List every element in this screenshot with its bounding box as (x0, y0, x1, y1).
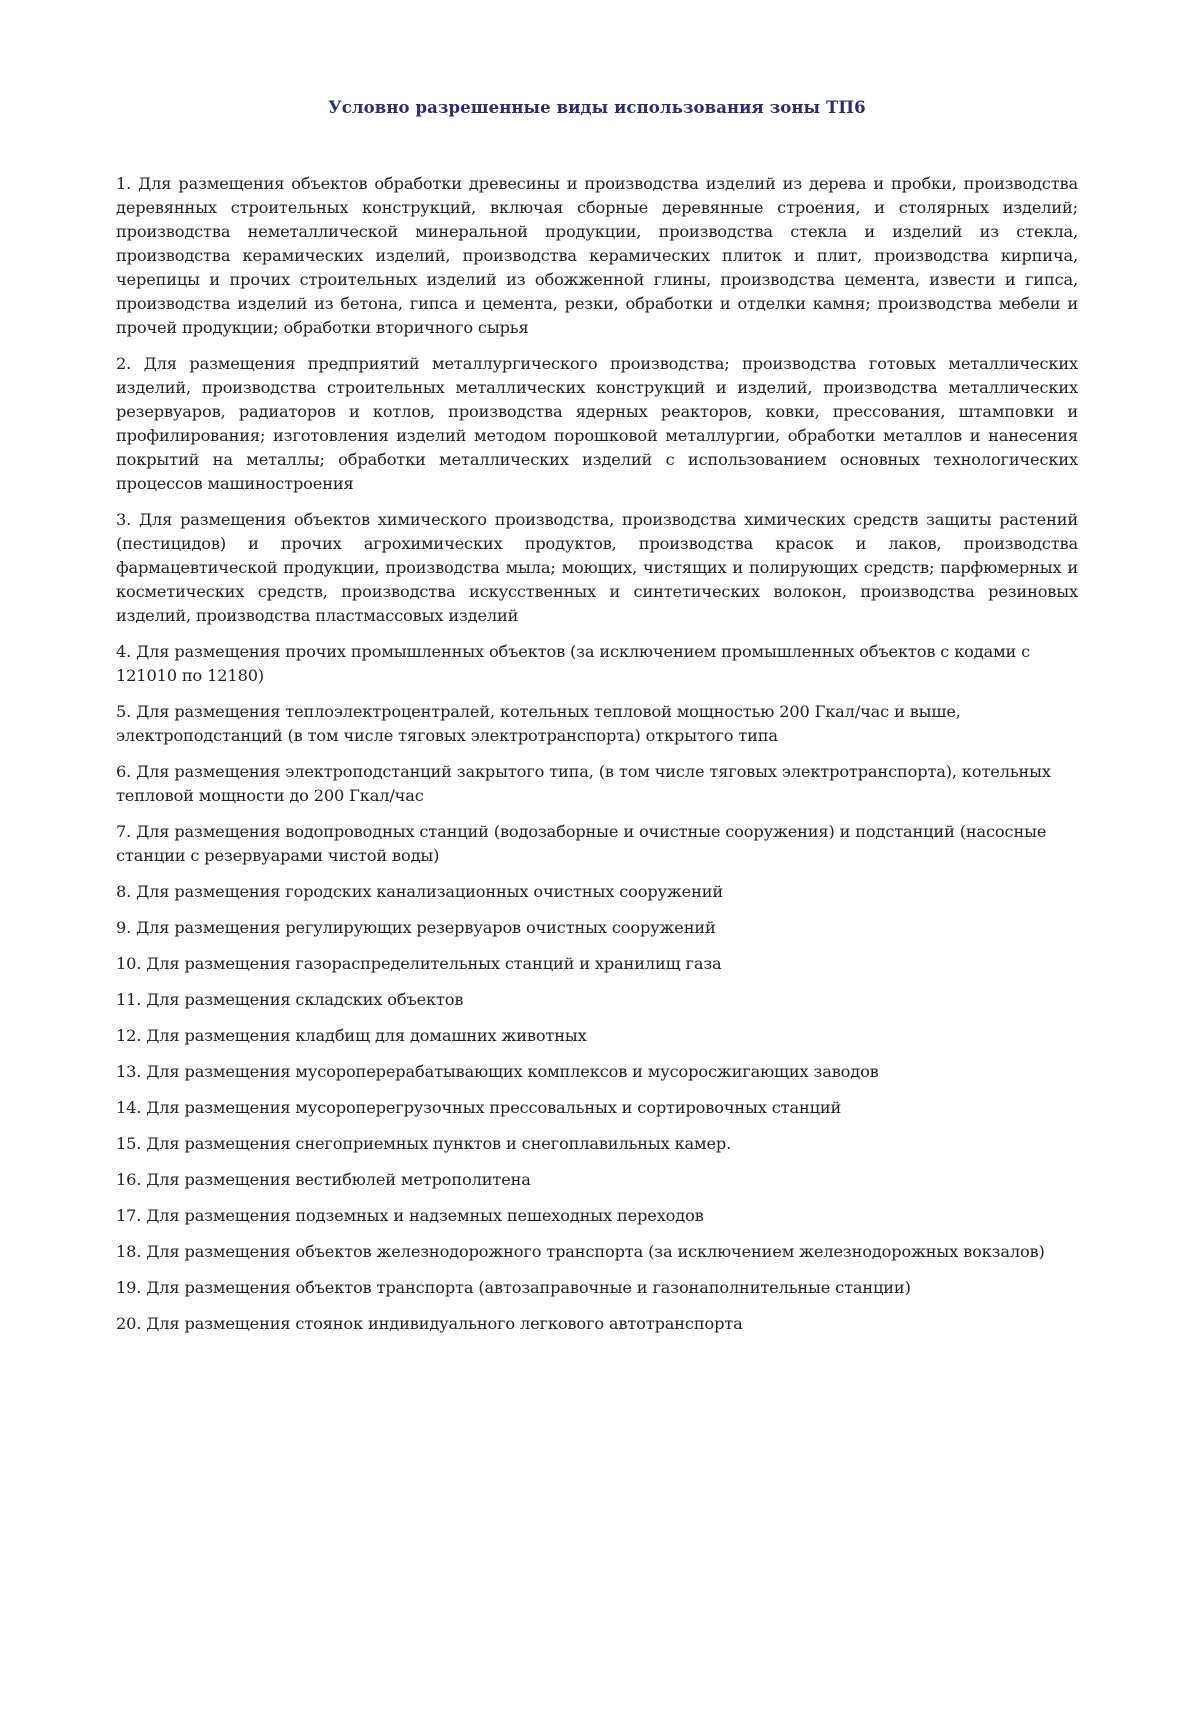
list-item-17: 17. Для размещения подземных и надземных пешеходных переходов (116, 1206, 704, 1225)
list-item-19: 19. Для размещения объектов транспорта (автозаправочные и газонаполнительные станции) (116, 1278, 911, 1297)
list-item-20: 20. Для размещения стоянок индивидуального легкового автотранспорта (116, 1314, 743, 1333)
list-item-13: 13. Для размещения мусороперерабатывающих комплексов и мусоросжигающих заводов (116, 1062, 879, 1081)
list-item-11: 11. Для размещения складских объектов (116, 990, 464, 1009)
list-item-15: 15. Для размещения снегоприемных пунктов и снегоплавильных камер. (116, 1134, 732, 1153)
list-item-10: 10. Для размещения газораспределительных станций и хранилищ газа (116, 954, 722, 973)
list-item-3: 3. Для размещения объектов химического производства, производства химических средств защиты растений (пестицидов) и прочих агрохимических продуктов, производства красок и лаков, производства фармацевтической продукции, производства мыла; моющих, чистящих и полирующих средств; парфюмерных и косметических средств, производства искусственных и синтетических волокон, производства резиновых изделий, производства пластмассовых изделий (116, 510, 1078, 625)
permitted-uses-list (116, 172, 1078, 1348)
list-item-12: 12. Для размещения кладбищ для домашних животных (116, 1026, 587, 1045)
document-title: Условно разрешенные виды использования зоны ТП6 (328, 98, 866, 117)
list-item-9: 9. Для размещения регулирующих резервуаров очистных сооружений (116, 918, 716, 937)
list-item-8: 8. Для размещения городских канализационных очистных сооружений (116, 882, 723, 901)
list-item-18: 18. Для размещения объектов железнодорожного транспорта (за исключением железнодорожных вокзалов) (116, 1242, 1045, 1261)
list-item-2: 2. Для размещения предприятий металлургического производства; производства готовых металлических изделий, производства строительных металлических конструкций и изделий, производства металлических резервуаров, радиаторов и котлов, производства ядерных реакторов, ковки, прессования, штамповки и профилирования; изготовления изделий методом порошковой металлургии, обработки металлов и нанесения покрытий на металлы; обработки металлических изделий с использованием основных технологических процессов машиностроения (116, 354, 1078, 493)
list-item-5: 5. Для размещения теплоэлектроцентралей, котельных тепловой мощностью 200 Гкал/час и выше, электроподстанций (в том числе тяговых электротранспорта) открытого типа (116, 702, 961, 745)
list-item-7: 7. Для размещения водопроводных станций (водозаборные и очистные сооружения) и подстанций (насосные станции с резервуарами чистой воды) (116, 822, 1047, 865)
list-item-14: 14. Для размещения мусороперегрузочных прессовальных и сортировочных станций (116, 1098, 842, 1117)
list-item-16: 16. Для размещения вестибюлей метрополитена (116, 1170, 531, 1189)
list-item-1: 1. Для размещения объектов обработки древесины и производства изделий из дерева и пробки, производства деревянных строительных конструкций, включая сборные деревянные строения, и столярных изделий; производства неметаллической минеральной продукции, производства стекла и изделий из стекла, производства керамических изделий, производства керамических плиток и плит, производства кирпича, черепицы и прочих строительных изделий из обожженной глины, производства цемента, извести и гипса, производства изделий из бетона, гипса и цемента, резки, обработки и отделки камня; производства мебели и прочей продукции; обработки вторичного сырья (116, 174, 1078, 337)
list-item-6: 6. Для размещения электроподстанций закрытого типа, (в том числе тяговых электротранспорта), котельных тепловой мощности до 200 Гкал/час (116, 762, 1051, 805)
list-item-4: 4. Для размещения прочих промышленных объектов (за исключением промышленных объектов с кодами с 121010 по 12180) (116, 642, 1031, 685)
